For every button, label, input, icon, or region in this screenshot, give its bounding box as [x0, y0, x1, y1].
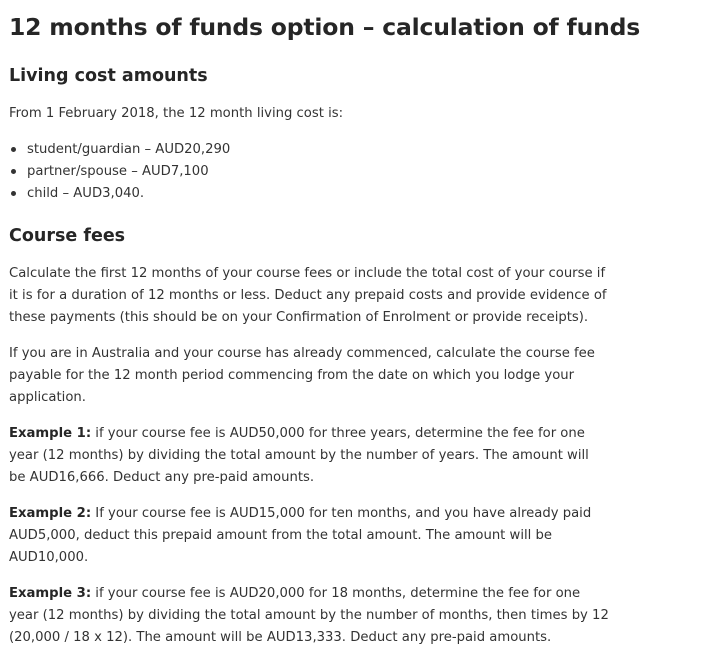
- list-item: [9, 183, 230, 205]
- example-label: Example 1:: [9, 426, 92, 441]
- list-item-text: partner/spouse – AUD7,100: [27, 164, 209, 179]
- page-title: 12 months of funds option – calculation of funds: [9, 13, 641, 41]
- course-fees-paragraph-1: Calculate the first 12 months of your course fees or include the total cost of your course if it is for a duration of 12 months or less. Deduct any prepaid costs and provide evidence of these payments (this should be on your Confirmation of Enrolment or provide receipts).: [9, 266, 607, 325]
- example-3: [9, 583, 609, 649]
- living-cost-intro: From 1 February 2018, the 12 month living cost is:: [9, 106, 344, 121]
- bullet-icon: [11, 191, 16, 196]
- example-label: Example 2:: [9, 506, 92, 521]
- list-item-text: child – AUD3,040.: [27, 186, 145, 201]
- bullet-icon: [11, 169, 16, 174]
- example-1: [9, 423, 609, 489]
- list-item: [9, 139, 230, 161]
- example-2: [9, 503, 609, 569]
- example-text: If your course fee is AUD15,000 for ten months, and you have already paid AUD5,000, deduct this prepaid amount from the total amount. The amount will be AUD10,000.: [9, 506, 592, 565]
- list-item-text: student/guardian – AUD20,290: [27, 142, 231, 157]
- living-cost-list: [9, 139, 230, 205]
- living-cost-heading: Living cost amounts: [9, 66, 208, 86]
- example-label: Example 3:: [9, 586, 92, 601]
- list-item: [9, 161, 230, 183]
- bullet-icon: [11, 147, 16, 152]
- course-fees-heading: Course fees: [9, 226, 126, 246]
- course-fees-paragraph-2: If you are in Australia and your course has already commenced, calculate the course fee payable for the 12 month period commencing from the date on which you lodge your application.: [9, 346, 595, 405]
- example-text: if your course fee is AUD50,000 for three years, determine the fee for one year (12 months) by dividing the total amount by the number of years. The amount will be AUD16,666. Deduct any pre-paid amounts.: [9, 426, 589, 485]
- example-text: if your course fee is AUD20,000 for 18 months, determine the fee for one year (12 months) by dividing the total amount by the number of months, then times by 12 (20,000 / 18 x 12). The amount will be AUD13,333. Deduct any pre-paid amounts.: [9, 586, 609, 645]
